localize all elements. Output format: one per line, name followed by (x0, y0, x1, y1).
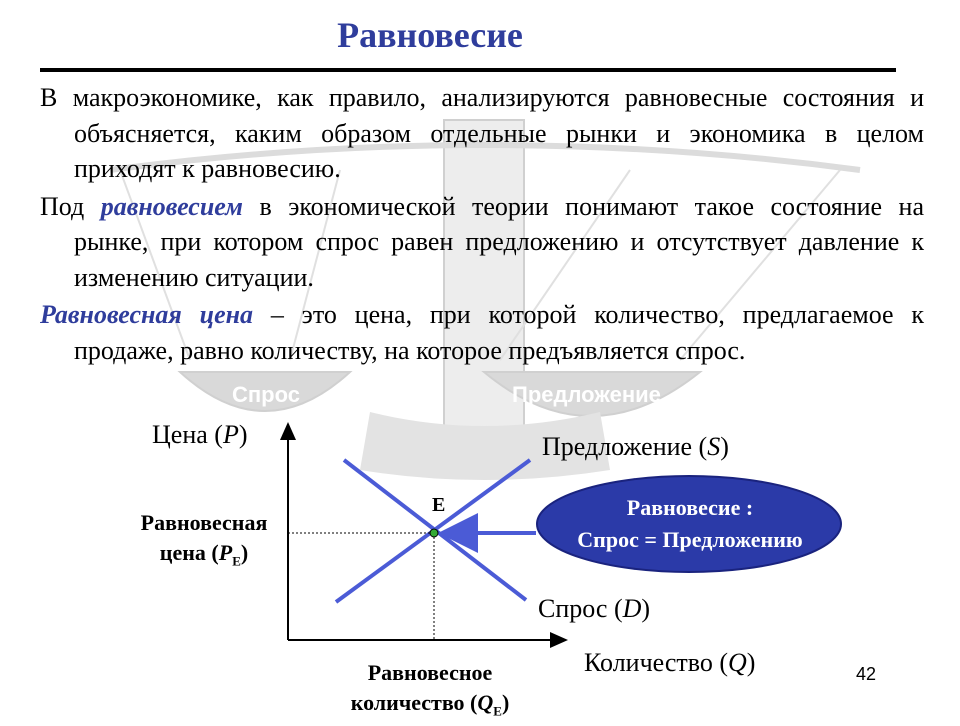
eq-qty-close: ) (501, 690, 510, 715)
eq-price-close: ) (240, 540, 249, 565)
p3-rest: – это цена, при которой количество, предлагаемое к продаже, равно количеству, на которое предъявляется спрос. (74, 300, 925, 365)
x-axis-label (584, 648, 755, 678)
equilibrium-point-label: E (432, 494, 446, 516)
p2-start: Под (40, 191, 101, 221)
eq-price-line1: Равновесная (140, 510, 268, 535)
callout-text (540, 492, 840, 556)
demand-var: D (622, 594, 642, 623)
paragraph-1: В макроэкономике, как правило, анализируются равновесные состояния и объясняется, каким образом отдельные рынки и экономика в целом приходят к равновесию. (40, 83, 924, 183)
eq-qty-var: Q (477, 690, 494, 715)
x-axis-close: ) (746, 648, 756, 677)
eq-price-text: цена ( (159, 540, 219, 565)
equilibrium-quantity-label (330, 658, 530, 726)
supply-close: ) (720, 432, 729, 461)
eq-price-sub: E (232, 553, 241, 569)
x-axis-label-text: Количество ( (584, 648, 729, 677)
demand-close: ) (641, 594, 651, 623)
eq-price-var: P (218, 540, 233, 565)
eq-qty-sub: E (493, 703, 502, 719)
y-axis-var: P (222, 420, 239, 449)
equilibrium-point (430, 529, 438, 537)
callout-line1: Равновесие : (626, 495, 754, 520)
supply-var: S (707, 432, 721, 461)
p2-rest: в экономической теории понимают такое состояние на рынке, при котором спрос равен предложению и отсутствует давление к изменению ситуации. (74, 191, 924, 292)
supply-label (542, 432, 729, 462)
y-axis-label-text: Цена ( (152, 420, 223, 449)
demand-label-text: Спрос ( (538, 594, 623, 623)
callout-line2: Спрос = Предложению (577, 527, 803, 552)
supply-label-text: Предложение ( (542, 432, 708, 461)
equilibrium-price-label (122, 508, 286, 576)
eq-qty-text: количество ( (350, 690, 478, 715)
right-pan-label: Предложение (512, 382, 661, 407)
demand-label (538, 594, 650, 624)
term-equilibrium-price: Равновесная цена (40, 300, 254, 329)
left-pan-label: Спрос (232, 382, 300, 407)
y-axis-label (152, 420, 248, 450)
eq-price-line2 (122, 538, 286, 576)
term-equilibrium: равновесием (100, 191, 243, 221)
x-axis-var: Q (728, 648, 747, 677)
eq-qty-line1: Равновесное (367, 660, 493, 685)
eq-qty-line2 (330, 688, 530, 726)
page-number: 42 (856, 664, 877, 684)
page-title: Равновесие (337, 15, 523, 55)
y-axis-close: ) (238, 420, 248, 449)
